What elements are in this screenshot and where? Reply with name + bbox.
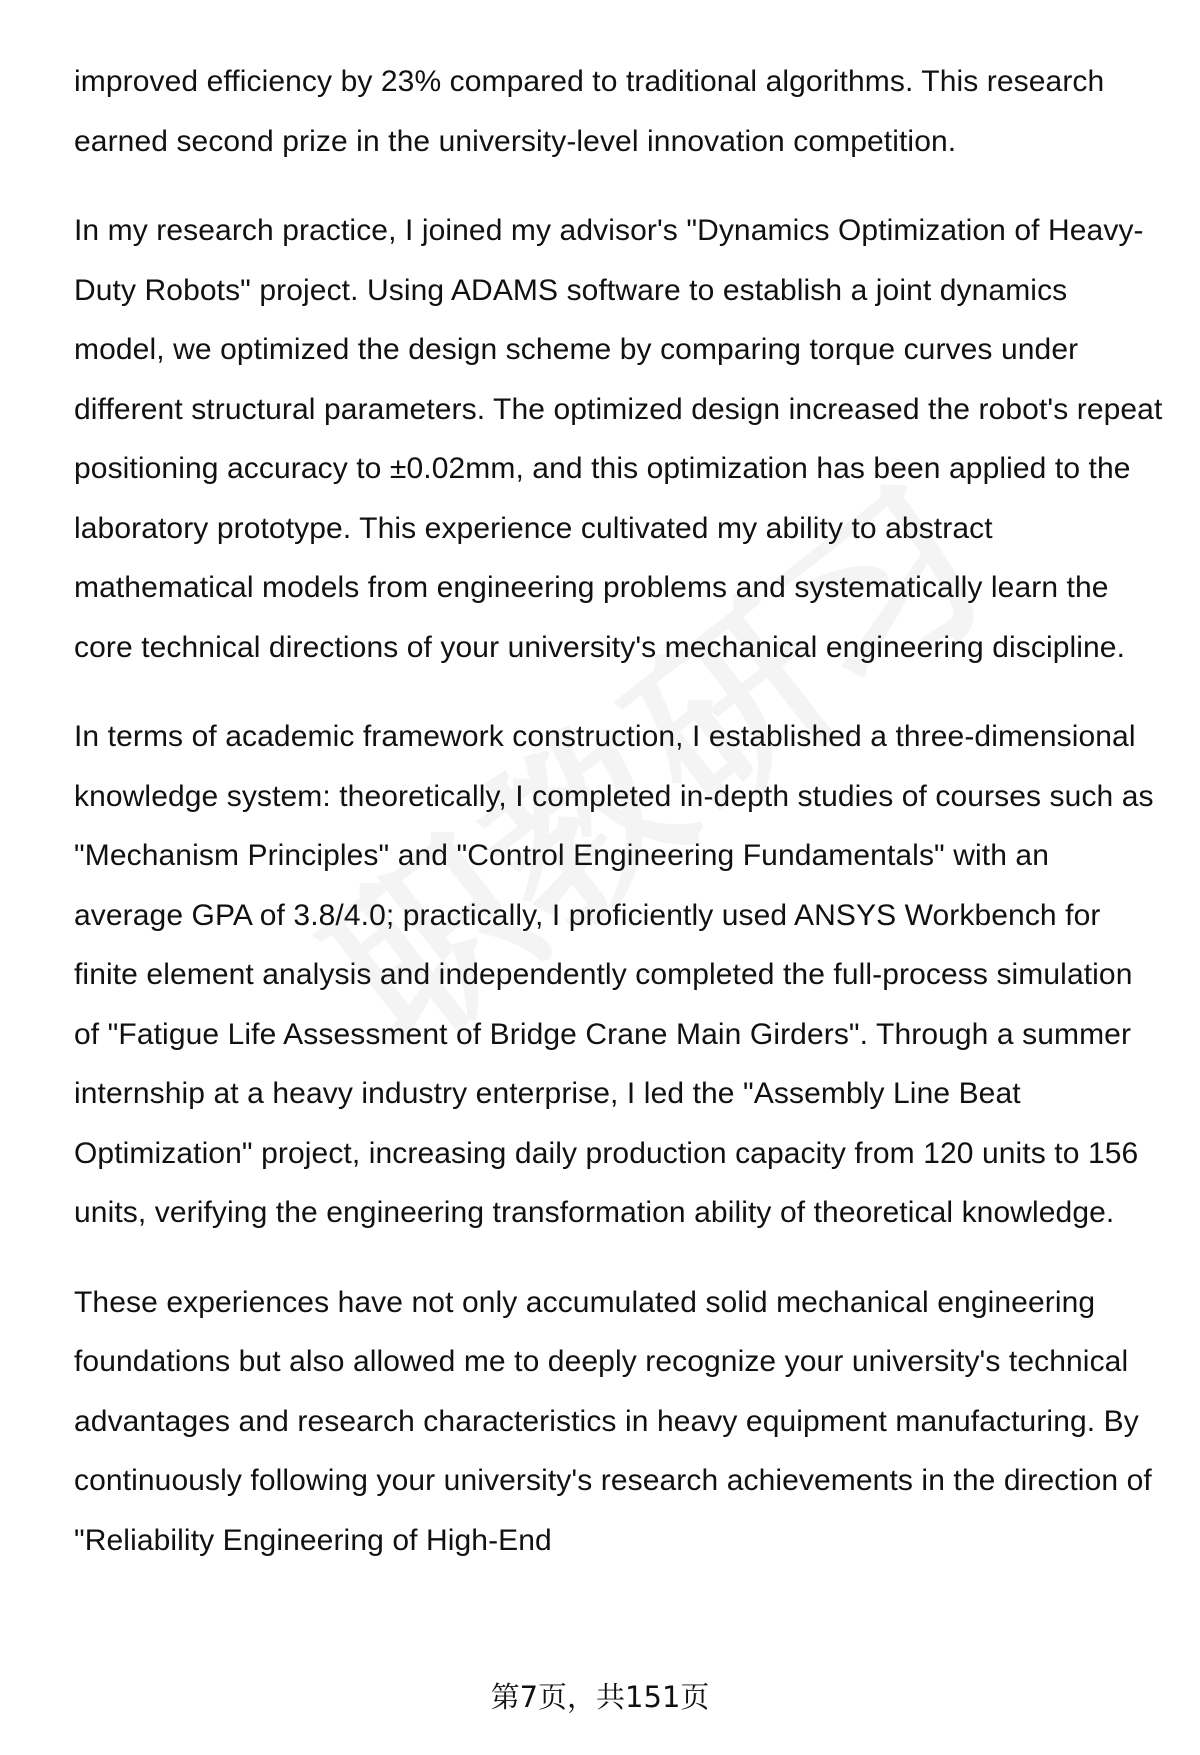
page-number-footer: 第7页，共151页 bbox=[490, 1680, 710, 1714]
paragraph-4: These experiences have not only accumulated solid mechanical engineering foundations but also allowed me to deeply recognize your university's technical advantages and research characteristics in heavy equipment manufacturing. By continuously following your university's research achievements in the direction of "Reliability Engineering of High-End bbox=[74, 1285, 1152, 1557]
paragraph-1: improved efficiency by 23% compared to traditional algorithms. This research earned second prize in the university-level innovation competition. bbox=[74, 65, 1105, 158]
paragraph-3: In terms of academic framework construction, I established a three-dimensional knowledge system: theoretically, I completed in-depth studies of courses such as "Mechanism Principles" and "Control Engineering Fundamentals" with an average GPA of 3.8/4.0; practically, I proficiently used ANSYS Workbench for finite element analysis and independently completed the full-process simulation of "Fatigue Life Assessment of Bridge Crane Main Girders". Through a summer internship at a heavy industry enterprise, I led the "Assembly Line Beat Optimization" project, increasing daily production capacity from 120 units to 156 units, verifying the engineering transformation ability of theoretical knowledge. bbox=[74, 720, 1154, 1229]
document-body bbox=[74, 52, 1164, 1600]
paragraph-2: In my research practice, I joined my advisor's "Dynamics Optimization of Heavy-Duty Robots" project. Using ADAMS software to establish a joint dynamics model, we optimized the design scheme by comparing torque curves under different structural parameters. The optimized design increased the robot's repeat positioning accuracy to ±0.02mm, and this optimization has been applied to the laboratory prototype. This experience cultivated my ability to abstract mathematical models from engineering problems and systematically learn the core technical directions of your university's mechanical engineering discipline. bbox=[74, 214, 1163, 664]
